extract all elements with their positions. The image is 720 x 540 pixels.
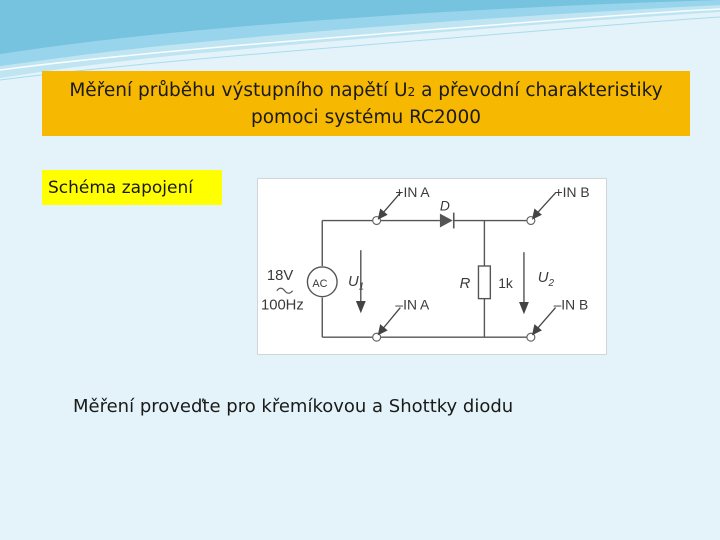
- title-line-1: Měření průběhu výstupního napětí U2 a převodní charakteristiky: [69, 79, 663, 101]
- slide-title: [42, 71, 690, 136]
- label-resistor: R: [459, 275, 471, 292]
- label-in-b-plus: +IN B: [554, 183, 590, 200]
- label-in-b-minus: –IN B: [553, 296, 589, 313]
- label-diode: D: [439, 197, 450, 214]
- label-u2: $U_2$: [537, 269, 555, 289]
- label-source-voltage: 18V: [266, 267, 294, 284]
- label-source-symbol: AC: [312, 277, 328, 290]
- title-subscript: 2: [407, 84, 416, 99]
- label-in-a-minus: –IN A: [395, 296, 430, 313]
- resistor-symbol: [478, 266, 490, 299]
- label-u1: $U_1$: [347, 273, 365, 293]
- circuit-schematic: [257, 178, 607, 355]
- title-line-2: pomoci systému RC2000: [250, 106, 481, 128]
- label-source-frequency: 100Hz: [260, 297, 304, 314]
- label-in-a-plus: +IN A: [395, 183, 430, 200]
- section-label: Schéma zapojení: [42, 170, 222, 205]
- measurement-note: Měření proveďte pro křemíkovou a Shottky diodu: [73, 396, 514, 417]
- label-resistor-value: 1k: [498, 274, 513, 291]
- circuit-diagram: [258, 179, 606, 354]
- diode-symbol: [440, 213, 454, 229]
